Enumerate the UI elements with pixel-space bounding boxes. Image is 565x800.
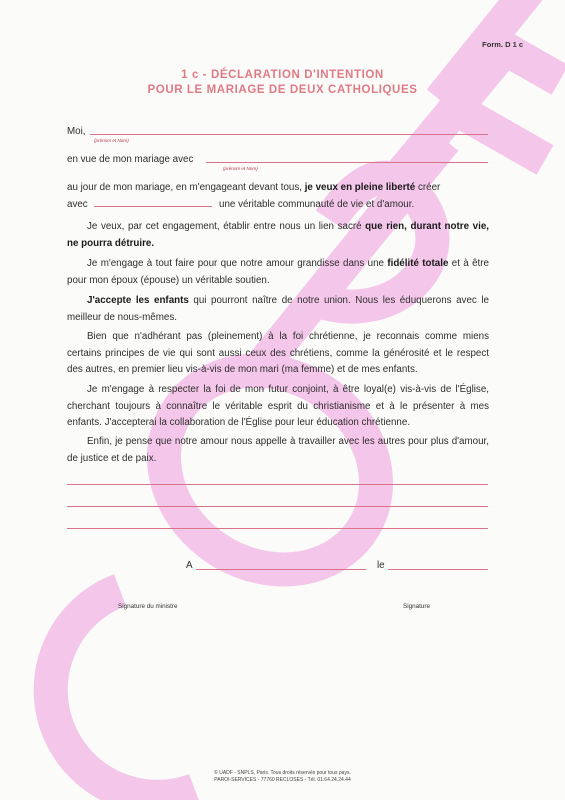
- place-label: A: [186, 560, 193, 571]
- paragraph-2: Je veux, par cet engagement, établir entre nous un lien sacré que rien, durant notre vie, ne pourra détruire.: [67, 221, 489, 249]
- free-text-line-1[interactable]: [67, 484, 488, 485]
- paragraph-4: J'accepte les enfants qui pourront naître de notre union. Nous les éduquerons avec le meilleur de nous-mêmes.: [67, 295, 489, 323]
- signature-label: Signature: [403, 603, 430, 610]
- free-text-line-2[interactable]: [67, 506, 488, 507]
- footer-copyright: © UADF - SNPLS, Paris. Tous droits réservés pour tous pays.: [214, 770, 351, 776]
- paragraph-1-line-1: au jour de mon mariage, en m'engageant devant tous, je veux en pleine liberté créer: [67, 182, 441, 193]
- paragraph-1-rest: une véritable communauté de vie et d'amour.: [219, 199, 415, 210]
- name-field-line[interactable]: [90, 134, 488, 135]
- paragraph-6: Je m'engage à respecter la foi de mon futur conjoint, à être loyal(e) vis-à-vis de l'Église, cherchant toujours à connaître le véritable esprit du christianisme et à le présenter à mes enfants. J'accepterai la collaboration de l'Église pour leur éducation chrétienne.: [67, 384, 489, 428]
- spouse-name-hint: (prénom et Nom): [223, 166, 258, 171]
- footer-publisher: PAROI-SERVICES - 77760 RECLOSES - Tél. 01.64.24.24.44: [214, 777, 351, 783]
- moi-label: Moi,: [67, 126, 86, 137]
- mariage-label: en vue de mon mariage avec: [67, 154, 194, 165]
- date-field-line[interactable]: [388, 569, 488, 570]
- paragraph-5: Bien que n'adhérant pas (pleinement) à la foi chrétienne, je reconnais comme miens certains principes de vie qui sont aussi ceux des chrétiens, comme la générosité et le respect des autres, en premier lieu vis-à-vis de mon mari (ma femme) et de mes enfants.: [67, 331, 489, 375]
- avec-label: avec: [67, 199, 88, 210]
- title-line-2: POUR LE MARIAGE DE DEUX CATHOLIQUES: [147, 84, 418, 96]
- date-label: le: [377, 560, 385, 571]
- form-reference: Form. D 1 c: [482, 40, 523, 49]
- place-field-line[interactable]: [196, 569, 366, 570]
- paragraph-3: Je m'engage à tout faire pour que notre amour grandisse dans une fidélité totale et à être pour mon époux (épouse) un véritable soutien.: [67, 258, 489, 286]
- paragraph-7: Enfin, je pense que notre amour nous appelle à travailler avec les autres pour plus d'amour, de justice et de paix.: [67, 436, 489, 464]
- title-line-1: 1 c - DÉCLARATION D'INTENTION: [181, 69, 384, 81]
- minister-signature-label: Signature du ministre: [118, 603, 178, 610]
- spouse-name-field-line[interactable]: [206, 162, 488, 163]
- avec-field-line[interactable]: [94, 206, 212, 207]
- name-hint: (prénom et Nom): [94, 138, 129, 143]
- free-text-line-3[interactable]: [67, 528, 488, 529]
